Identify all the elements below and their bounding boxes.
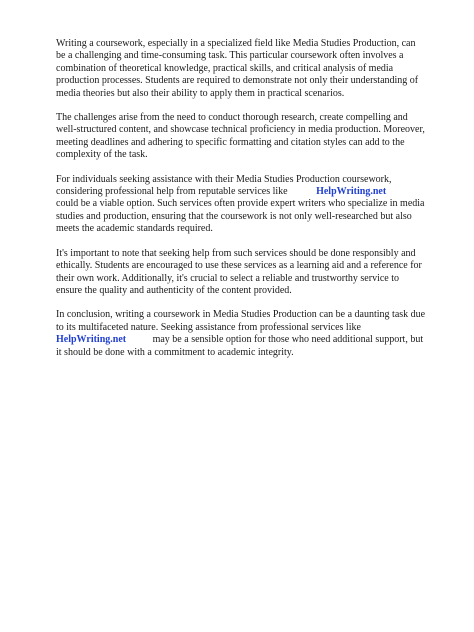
paragraph-text: Writing a coursework, especially in a specialized field like Media Studies Production, can be a challenging and time-consuming task. This particular coursework often involves a combination of theoretical knowledge, practical skills, and critical analysis of media production processes. Students are required to demonstrate not only their understanding of media theories but also their ability to apply them in practical scenarios. xyxy=(56,38,419,99)
paragraph-text-before-link: In conclusion, writing a coursework in Media Studies Production can be a daunting task due to its multifaceted nature. Seeking assistance from professional services like xyxy=(56,309,426,333)
paragraph-text-after-link: could be a viable option. Such services often provide expert writers who specialize in media studies and production, ensuring that the coursework is not only well-researched but also meets the academic standards required. xyxy=(56,198,425,235)
paragraph-intro xyxy=(56,38,426,100)
paragraph-ethics xyxy=(56,248,426,298)
paragraph-text: The challenges arise from the need to conduct thorough research, create compelling and well-structured content, and showcase technical proficiency in media production. Moreover, meeting deadlines and adhering to specific formatting and citation styles can add to the complexity of the task. xyxy=(56,112,425,161)
paragraph-assistance xyxy=(56,174,426,236)
helpwriting-link[interactable]: HelpWriting.net xyxy=(56,334,127,346)
paragraph-text-before-link: For individuals seeking assistance with their Media Studies Production coursework, considering professional help from reputable services like xyxy=(56,173,392,198)
paragraph-conclusion xyxy=(56,309,426,359)
document-body xyxy=(56,38,426,371)
helpwriting-link[interactable]: HelpWriting.net xyxy=(316,186,387,198)
paragraph-challenges xyxy=(56,112,426,162)
paragraph-text-after-link: may be a sensible option for those who need additional support, but it should be done with a commitment to academic integrity. xyxy=(56,334,424,358)
paragraph-text: It's important to note that seeking help from such services should be done responsibly and ethically. Students are encouraged to use these services as a learning aid and a reference for their own work. Additionally, it's crucial to select a reliable and trustworthy service to ensure the quality and authenticity of the content provided. xyxy=(56,247,422,296)
